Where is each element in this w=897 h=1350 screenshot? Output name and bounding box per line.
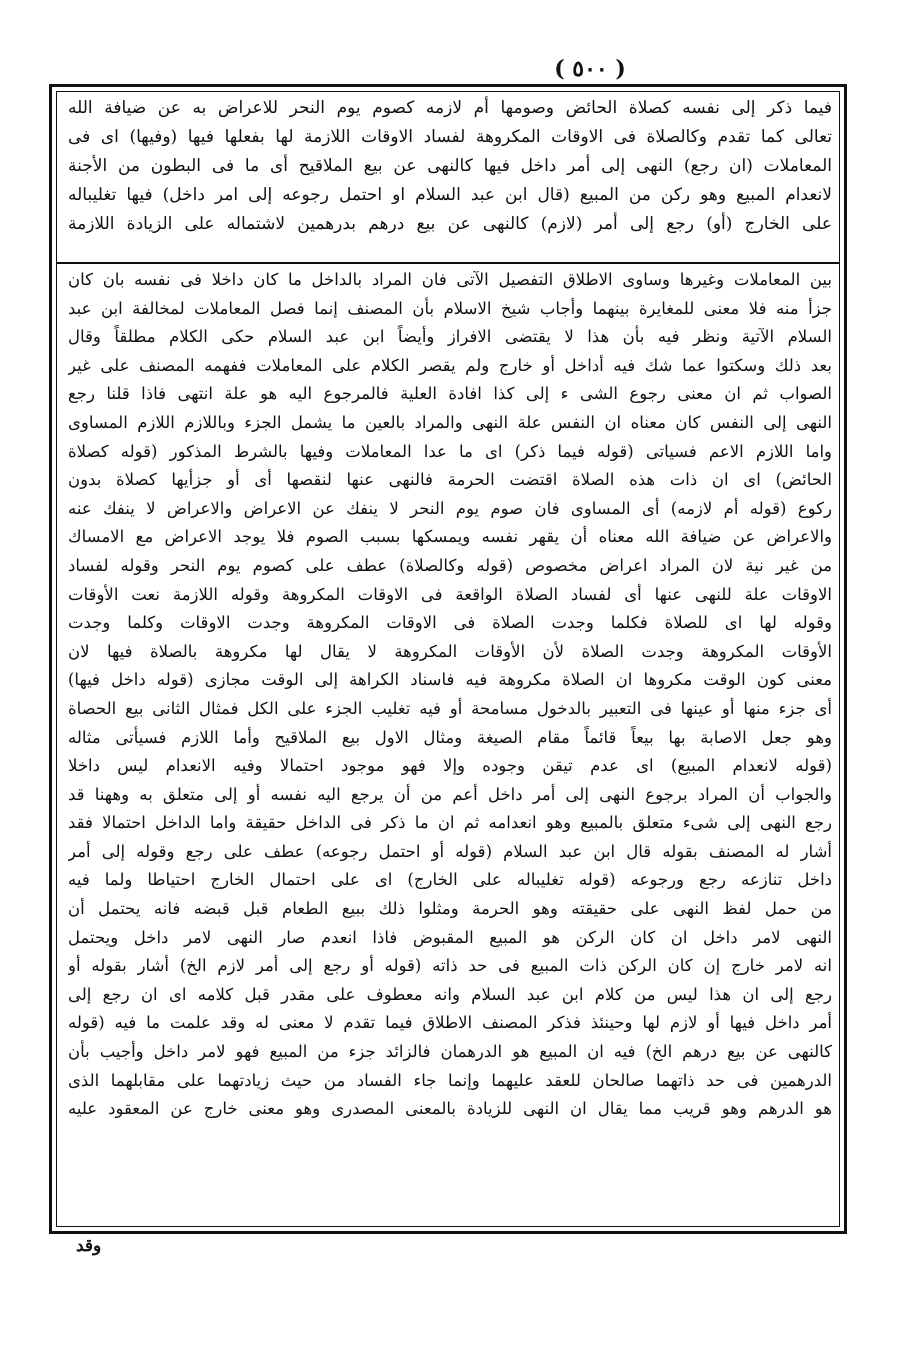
text-line: هو الدرهم وهو قريب مما يقال ان النهى للزيادة بالمعنى المصدرى وهو معنى خارج عن المعقود عليه bbox=[68, 1099, 832, 1119]
text-line: انه لامر خارج إن كان الركن ذات المبيع فى حد ذاته (قوله أو رجع إلى أمر لازم الخ) أشار بقوله أو bbox=[68, 956, 832, 976]
text-line: من حمل لفظ النهى على حقيقته وهو الحرمة ومثلوا ذلك ببيع الطعام قبل قبضه فانه يحتمل أن bbox=[68, 899, 832, 919]
text-line: جزأ منه فلا معنى للمغايرة بينهما وأجاب شيخ الاسلام بأن المصنف إنما فصل المعاملات لمخالفة ابن عبد bbox=[68, 298, 832, 318]
text-line: رجع النهى إلى شىء متعلق بالمبيع وهو انعدامه ثم ان ما ذكر فى الداخل حقيقة واما الداخل احتمالا فقد bbox=[68, 813, 832, 833]
section-divider bbox=[56, 262, 840, 264]
text-line: وقوله لها اى للصلاة فكلما وجدت الصلاة فى الاوقات المكروهة وجدت الاوقات وكلما وجدت bbox=[68, 613, 832, 633]
main-text-block bbox=[68, 94, 832, 239]
text-line: ركوع (قوله أم لازمه) أى المساوى فان صوم يوم النحر لا ينفك عن الاعراض والاعراض لا ينفك عنه bbox=[68, 498, 832, 518]
text-line: (قوله لانعدام المبيع) اى عدم تيقن وجوده وإلا فهو موجود احتمالا وفيه الانعدام ليس داخلا bbox=[68, 756, 832, 776]
text-line: بين المعاملات وغيرها وساوى الاطلاق التفصيل الآتى فان المراد بالداخل ما كان داخلا فى نفسه بان كان bbox=[68, 270, 832, 289]
text-line: معنى كون الوقت مكروها ان الصلاة مكروهة فيه فاسناد الكراهة إلى الوقت مجازى (قوله داخل فيها) bbox=[68, 670, 832, 690]
text-line: بعد ذلك وسكتوا عما شك فيه أداخل أو خارج ولم يقصر الكلام على المعاملات ففهمه المصنف على غير bbox=[68, 355, 832, 375]
text-line: أى جزء منها أو عينها فى التعبير بالدخول مسامحة أو فيه تغليب الجزء على الكل فمثال الثانى بيع الحصاة bbox=[68, 698, 832, 718]
text-line: داخل تنازعه رجع ورجوعه (قوله تغليباله على الخارج) اى على احتمال الخارج احتياطا ولما فيه bbox=[68, 870, 832, 890]
text-line: النهى لامر داخل ان كان الركن هو المبيع المقبوض فاذا انعدم صار النهى لامر داخل ويحتمل bbox=[68, 927, 832, 947]
page-number: ( ٥٠٠ ) bbox=[554, 56, 626, 82]
text-line: السلام الآتية ونظر فيه بأن هذا لا يقتضى الافراز وأيضاً ابن عبد السلام حكى الكلام مطلقاً وقال bbox=[68, 327, 832, 347]
text-line: رجع إلى ان هذا ليس من كلام ابن عبد السلام وانه معطوف على مقدر قبل كلامه اى ان رجع إلى bbox=[68, 984, 832, 1004]
text-line: على الخارج (أو) رجع إلى أمر (لازم) كالنهى عن بيع درهم بدرهمين لاشتماله على الزيادة اللازمة bbox=[68, 214, 832, 234]
catchword: وقد bbox=[76, 1236, 102, 1256]
text-line: والاعراض عن ضيافة الله معناه أن يقهر نفسه ويمسكها بسبب الصوم فلا يوجد الاعراض مع الامساك bbox=[68, 527, 832, 547]
text-line: المعاملات (ان رجع) النهى إلى أمر داخل فيها كالنهى عن بيع الملاقيح أى ما فى البطون من الأجنة bbox=[68, 156, 832, 176]
text-line: واما اللازم الاعم فسياتى (قوله فيما ذكر) اى ما عدا المعاملات وفيها بالشرط المذكور (قوله كصلاة bbox=[68, 441, 832, 461]
text-line: الأوقات المكروهة وجدت الصلاة لأن الأوقات المكروهة لا يقال لها مكروهة بالصلاة فيها لان bbox=[68, 641, 832, 661]
text-line: فيما ذكر إلى نفسه كصلاة الحائض وصومها أم لازمه كصوم يوم النحر للاعراض به عن ضيافة الله bbox=[68, 98, 832, 118]
commentary-block bbox=[68, 266, 832, 1124]
text-line: أشار له المصنف بقوله قال ابن عبد السلام (قوله أو احتمل رجوعه) عطف على رجع وقوله إلى أمر bbox=[68, 841, 832, 861]
text-line: من غير نية لان المراد اعراض مخصوص (قوله وكالصلاة) عطف على كصوم يوم النحر وقوله لفساد bbox=[68, 555, 832, 575]
text-line: كالنهى عن بيع درهم الخ) فيه ان المبيع هو الدرهمان فالزائد جزء من المبيع فهو لامر داخل وأجيب بأن bbox=[68, 1042, 832, 1062]
text-line: والجواب أن المراد برجوع النهى إلى أمر داخل أعم من أن يرجع اليه نفسه أو إلى متعلق به وههنا قد bbox=[68, 784, 832, 804]
text-line: لانعدام المبيع وهو ركن من المبيع (قال ابن عبد السلام او احتمل رجوعه إلى امر داخل) فيها تغليباله bbox=[68, 185, 832, 205]
text-line: أمر داخل فيها أو لازم لها وحينئذ فذكر المصنف الاطلاق فيما تقدم لا معنى له وقد علمت ما فيه (قوله bbox=[68, 1013, 832, 1033]
text-line: الاوقات علة للنهى عنها أى لفساد الصلاة الواقعة فى الاوقات المكروهة وقوله اللازمة نعت الأوقات bbox=[68, 584, 832, 604]
text-line: النهى إلى النفس كان معناه ان النفس علة النهى والمراد بالعين ما يشمل الجزء وباللازم اللازم المساوى bbox=[68, 412, 832, 432]
text-line: تعالى كما تقدم وكالصلاة فى الاوقات المكروهة لفساد الاوقات اللازمة لها بفعلها فيها (وفيها) اى فى bbox=[68, 127, 832, 147]
text-line: الدرهمين فى حد ذاتهما صالحان للعقد عليهما وإنما جاء الفساد من حيث زيادتهما على مقابلهما الذى bbox=[68, 1070, 832, 1090]
text-line: وهو جعل الاصابة بها بيعاً قائماً مقام الصيغة ومثال الاول بيع الملاقيح وأما اللازم فسيأتى مثاله bbox=[68, 727, 832, 747]
text-line: الصواب ثم ان معنى رجوع الشى ء إلى كذا افادة العلية فالمرجوع اليه هو علة انتهى فاذا قلنا رجع bbox=[68, 384, 832, 404]
text-line: الحائض) اى ان ذات هذه الصلاة اقتضت الحرمة فالنهى عنها لنقصها أى أو جزأيها كصلاة بدون bbox=[68, 470, 832, 490]
